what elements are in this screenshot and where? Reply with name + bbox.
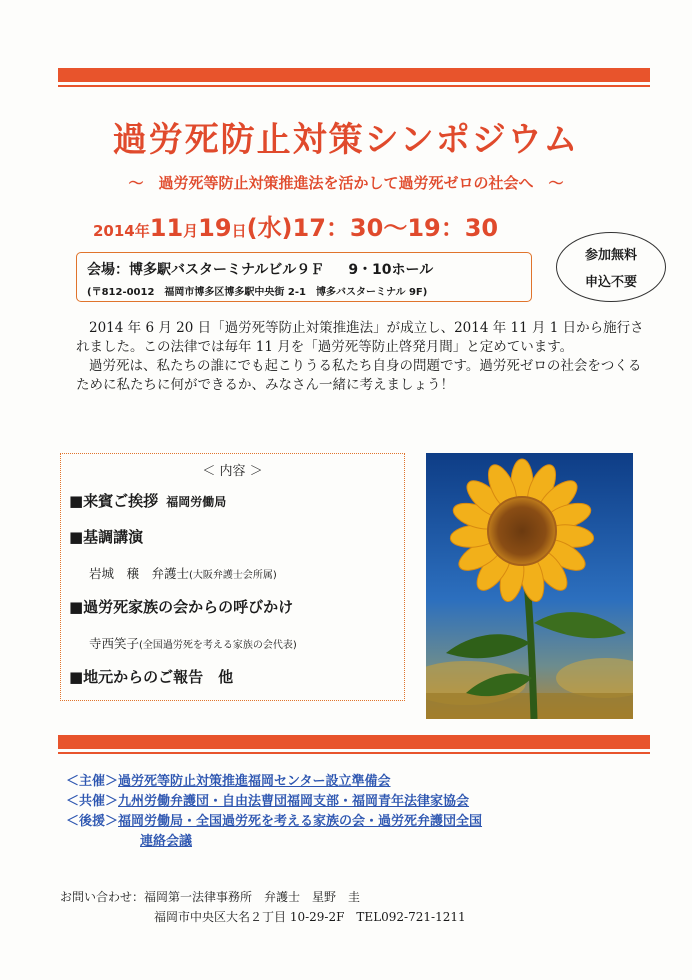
organizer-support-cont: 連絡会議 — [140, 834, 193, 849]
event-day: 19 — [198, 214, 232, 242]
program-item-welcome-note: 福岡労働局 — [166, 495, 227, 509]
program-item-families: ■過労死家族の会からの呼びかけ — [69, 598, 294, 616]
program-heading: ＜ 内容 ＞ — [202, 464, 263, 479]
event-year: 2014年 — [93, 222, 150, 240]
intro-paragraph-1: 2014 年 6 月 20 日「過労死等防止対策推進法」が成立し、2014 年 11 月 1 日から施行されました。この法律では毎年 11 月を「過労死等防止啓発月間」と定めています。 — [76, 320, 644, 355]
top-banner-stripe — [58, 68, 650, 87]
venue-box — [76, 252, 532, 302]
event-day-unit: 日 — [231, 222, 247, 240]
intro-text — [76, 319, 646, 395]
keynote-speaker-affiliation: (大阪弁護士会所属) — [189, 570, 277, 581]
families-speaker — [89, 634, 297, 652]
organizer-host-row — [66, 770, 482, 790]
program-item-welcome-label: ■来賓ご挨拶 — [69, 492, 159, 510]
program-box — [60, 453, 405, 701]
contact-info — [60, 887, 466, 927]
organizer-host: 過労死等防止対策推進福岡センター設立準備会 — [118, 774, 391, 789]
event-month: 11 — [149, 214, 184, 242]
free-admission-badge — [556, 232, 666, 302]
event-subtitle: ～ 過労死等防止対策推進法を活かして過労死ゼロの社会へ ～ — [128, 174, 564, 192]
program-item-keynote: ■基調講演 — [69, 528, 144, 546]
organizers-list — [66, 770, 482, 850]
keynote-speaker — [89, 564, 277, 582]
families-speaker-name: 寺西笑子 — [89, 636, 140, 651]
keynote-speaker-name: 岩城 穣 弁護士 — [89, 566, 190, 581]
intro-paragraph-2: 過労死は、私たちの誰にでも起こりうる私たち自身の問題です。過労死ゼロの社会をつくるために私たちに何ができるか、みなさん一緒に考えましょう！ — [76, 358, 642, 393]
organizer-support-row-cont — [66, 830, 482, 850]
no-registration-label: 申込不要 — [584, 275, 637, 290]
event-time: 17：30～19：30 — [292, 214, 499, 242]
contact-line-2: 福岡市中央区大名２丁目 10-29-2F TEL092-721-1211 — [154, 910, 466, 924]
bottom-banner-stripe — [58, 735, 650, 754]
event-month-unit: 月 — [183, 222, 199, 240]
event-weekday: (水) — [246, 214, 293, 242]
organizer-cohost-tag: ＜共催＞ — [66, 794, 119, 809]
families-speaker-affiliation: (全国過労死を考える家族の会代表) — [139, 640, 297, 651]
venue-name: 会場：博多駅バスターミナルビル９Ｆ — [87, 262, 325, 278]
program-item-welcome — [69, 490, 226, 511]
organizer-cohost-row — [66, 790, 482, 810]
event-datetime — [93, 208, 498, 243]
sunflower-photo — [426, 453, 633, 719]
program-item-local-report: ■地元からのご報告 他 — [69, 668, 234, 686]
organizer-cohost: 九州労働弁護団・自由法曹団福岡支部・福岡青年法律家協会 — [118, 794, 470, 809]
organizer-support: 福岡労働局・全国過労死を考える家族の会・過労死弁護団全国 — [118, 814, 483, 829]
contact-line-1: お問い合わせ：福岡第一法律事務所 弁護士 星野 圭 — [60, 890, 361, 904]
venue-hall: 9・10ホール — [348, 262, 434, 278]
venue-address: (〒812-0012 福岡市博多区博多駅中央街 2-1 博多バスターミナル 9F) — [87, 287, 428, 298]
organizer-host-tag: ＜主催＞ — [66, 774, 119, 789]
event-title: 過労死防止対策シンポジウム — [112, 120, 580, 160]
organizer-support-tag: ＜後援＞ — [66, 814, 119, 829]
organizer-support-row — [66, 810, 482, 830]
free-admission-label: 参加無料 — [584, 248, 637, 263]
